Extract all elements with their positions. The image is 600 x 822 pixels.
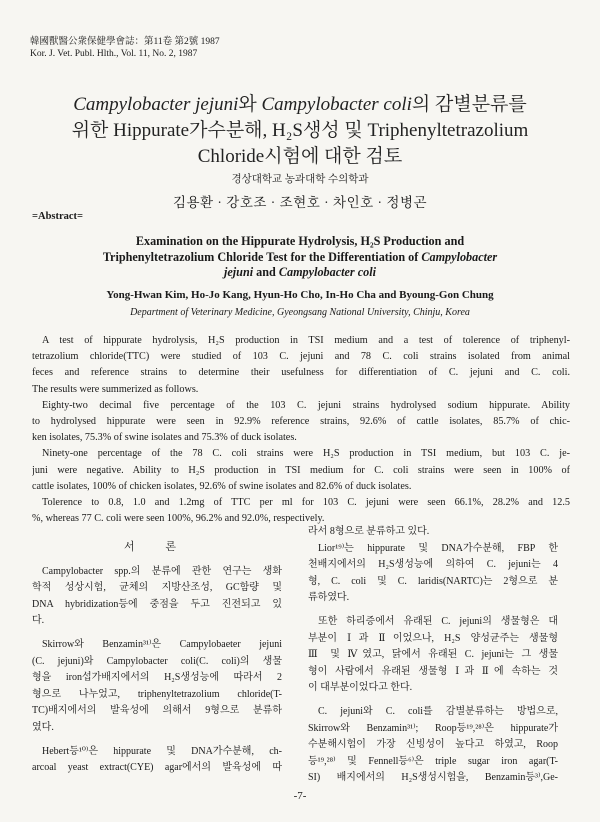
body-line: Campylobacter spp.의 분류에 관한 연구는 생화 (42, 565, 282, 577)
right-column (308, 524, 558, 787)
body-line: Skirrow와 Benzamin³¹⁾은 Campylobaeter jejuni (42, 638, 282, 650)
abstract-line: A test of hippurate hydrolysis, H₂S production in TSI medium and a test of tolerence of triphenyl- (42, 335, 570, 346)
abstract-line: The results were summerized as follows. (32, 383, 199, 395)
body-line: TC)배지에서의 발육성에 의해서 9형으로 분류하 (32, 705, 282, 717)
title-korean-line-2: 위한 Hippurate가수분해, H₂S생성 및 Triphenyltetrazolium (71, 120, 529, 141)
body-line: 학적 성상시험, 균체의 지방산조성, GC함량 및 (32, 582, 282, 594)
section-heading-introduction: 서 론 (123, 541, 190, 553)
body-line: 수분해시험이 가장 신빙성이 높다고 하였고, Roop (308, 739, 558, 751)
body-line: 였다. (32, 721, 54, 733)
abstract-line: tetrazolium chloride(TTC) were studied of 103 C. jejuni and 78 C. coli strains isolated from animal (32, 351, 570, 363)
title-korean (40, 92, 560, 170)
title-korean-line-1 (40, 92, 560, 118)
abstract-body (32, 333, 570, 527)
page-number: -7- (293, 790, 307, 802)
body-line: Lior¹⁹⁾는 hippurate 및 DNA가수분해, FBP 한 (318, 542, 558, 554)
abstract-line: juni were negative. Ability to H₂S production in TSI medium for C. coli strains were seen in 100% of (32, 464, 570, 476)
body-line: 형으로 나누었고, triphenyltetrazolium chloride(T- (32, 688, 282, 700)
title-organism-1: Campylobacter jejuni (73, 94, 239, 115)
abstract-line: ken isolates, 75.3% of swine isolates and 75.3% of duck isolates. (32, 432, 297, 444)
abstract-line: %, whereas 77 C. coli were seen 100%, 96.2% and 92.0%, respectively. (32, 513, 325, 525)
body-line: 형을 iron섭가배지에서의 H₂S생성능에 따라서 2 (32, 672, 282, 684)
abstract-line: Ninety-one percentage of the 78 C. coli strains were H₂S production in TSI medium, but 103 C. je- (42, 448, 570, 460)
title-english-line-2-text: Triphenyltetrazolium Chloride Test for the Differentiation of (102, 249, 422, 264)
journal-line-english: Kor. J. Vet. Publ. Hlth., Vol. 11, No. 2, 1987 (30, 49, 198, 59)
body-line: arcoal yeast extract(CYE) agar에서의 발육성에 따 (32, 762, 282, 774)
title-korean-line-3: Chloride시험에 대한 검토 (197, 146, 403, 167)
title-english-species: jejuni (223, 265, 254, 279)
body-line: 형이 사람에서 유래된 생물형 Ⅰ과 Ⅱ에 속하는 것 (308, 665, 558, 677)
body-line: 등¹⁹,²⁸⁾ 및 Fennell등⁶⁾은 triple sugar iron agar(T- (308, 755, 558, 767)
body-line: Skirrow와 Benzamin³¹⁾; Roop등¹⁹,²⁸⁾은 hippurate가 (308, 722, 558, 734)
authors-korean: 김용환 · 강호조 · 조현호 · 차인호 · 정병곤 (172, 195, 428, 210)
body-line: DNA hybridization등에 중점을 두고 진전되고 있 (32, 598, 282, 610)
body-line: 형, C. coli 및 C. laridis(NARTC)는 2형으로 분 (308, 575, 558, 587)
journal-header (30, 36, 220, 60)
title-organism-2: Campylobacter coli (261, 94, 412, 115)
body-line: (C. jejuni)와 Campylobacter coli(C. coli)의 생물 (32, 655, 282, 667)
affiliation-korean: 경상대학교 농과대학 수의학과 (231, 174, 369, 185)
title-english-line-2 (50, 250, 550, 266)
body-line: 라서 8형으로 분류하고 있다. (308, 526, 430, 537)
body-line: 다. (32, 615, 45, 627)
title-korean-tail: 의 감별분류를 (411, 94, 527, 115)
abstract-line: Eighty-two decimal five percentage of the 103 C. jejuni strains hydrolysed sodium hippurate. Ability (42, 399, 570, 411)
abstract-line: feces and reference strains to determine their usefulness for differentiation of C. jejuni and C. coli. (32, 367, 570, 379)
body-line: 류하였다. (308, 592, 350, 604)
body-line: Ⅲ 및 Ⅳ였고, 닭에서 유래된 C. jejuni는 그 생물 (308, 649, 558, 661)
title-conjunction: 와 (238, 94, 262, 115)
body-line: 또한 하리증에서 유래된 C. jejuni의 생물형은 대 (318, 615, 558, 627)
body-line: 천배지에서의 H₂S생성능에 의하여 C. jejuni는 4 (308, 559, 558, 571)
body-line: Hebert등¹⁰⁾은 hippurate 및 DNA가수분해, ch- (42, 745, 282, 757)
abstract-line: to hydrolysed hippurate were seen in 92.9% reference strains, 92.6% of cattle isolates, 85.7% of chic- (32, 416, 570, 428)
body-line: SI) 배지에서의 H₂S생성시험을, Benzamin등³⁾,Ge- (308, 772, 558, 784)
abstract-label: =Abstract= (32, 211, 84, 222)
abstract-line: cattle isolates, 100% of chicken isolates, 92.6% of swine isolates and 82.6% of duck isolates. (32, 480, 412, 492)
left-column (32, 524, 282, 777)
title-english-line-1: Examination on the Hippurate Hydrolysis, H₂S Production and (135, 234, 465, 248)
title-english-line-3 (50, 265, 550, 281)
body-line: 부분이 Ⅰ과 Ⅱ이었으나, H₂S 양성균주는 생물형 (308, 632, 558, 644)
title-english-organism-2: Campylobacter coli (278, 265, 377, 279)
authors-english: Yong-Hwan Kim, Ho-Jo Kang, Hyun-Ho Cho, In-Ho Cha and Byoung-Gon Chung (106, 289, 494, 301)
body-line: C. jejuni와 C. coli를 감별분류하는 방법으로, (318, 705, 558, 717)
abstract-line: Tolerence to 0.8, 1.0 and 1.2mg of TTC per ml for 103 C. jejuni were seen 66.1%, 28.2% and 12.5 (42, 497, 570, 509)
body-line: 이 대부분이었다고 한다. (308, 682, 413, 694)
title-english (50, 234, 550, 281)
department-english: Department of Veterinary Medicine, Gyeongsang National University, Chinju, Korea (130, 307, 470, 318)
title-english-genus: Campylobacter (421, 249, 498, 264)
journal-line-korean: 韓國獸醫公衆保健學會誌：第11卷 第2號 1987 (30, 37, 220, 47)
title-english-and: and (253, 265, 279, 279)
